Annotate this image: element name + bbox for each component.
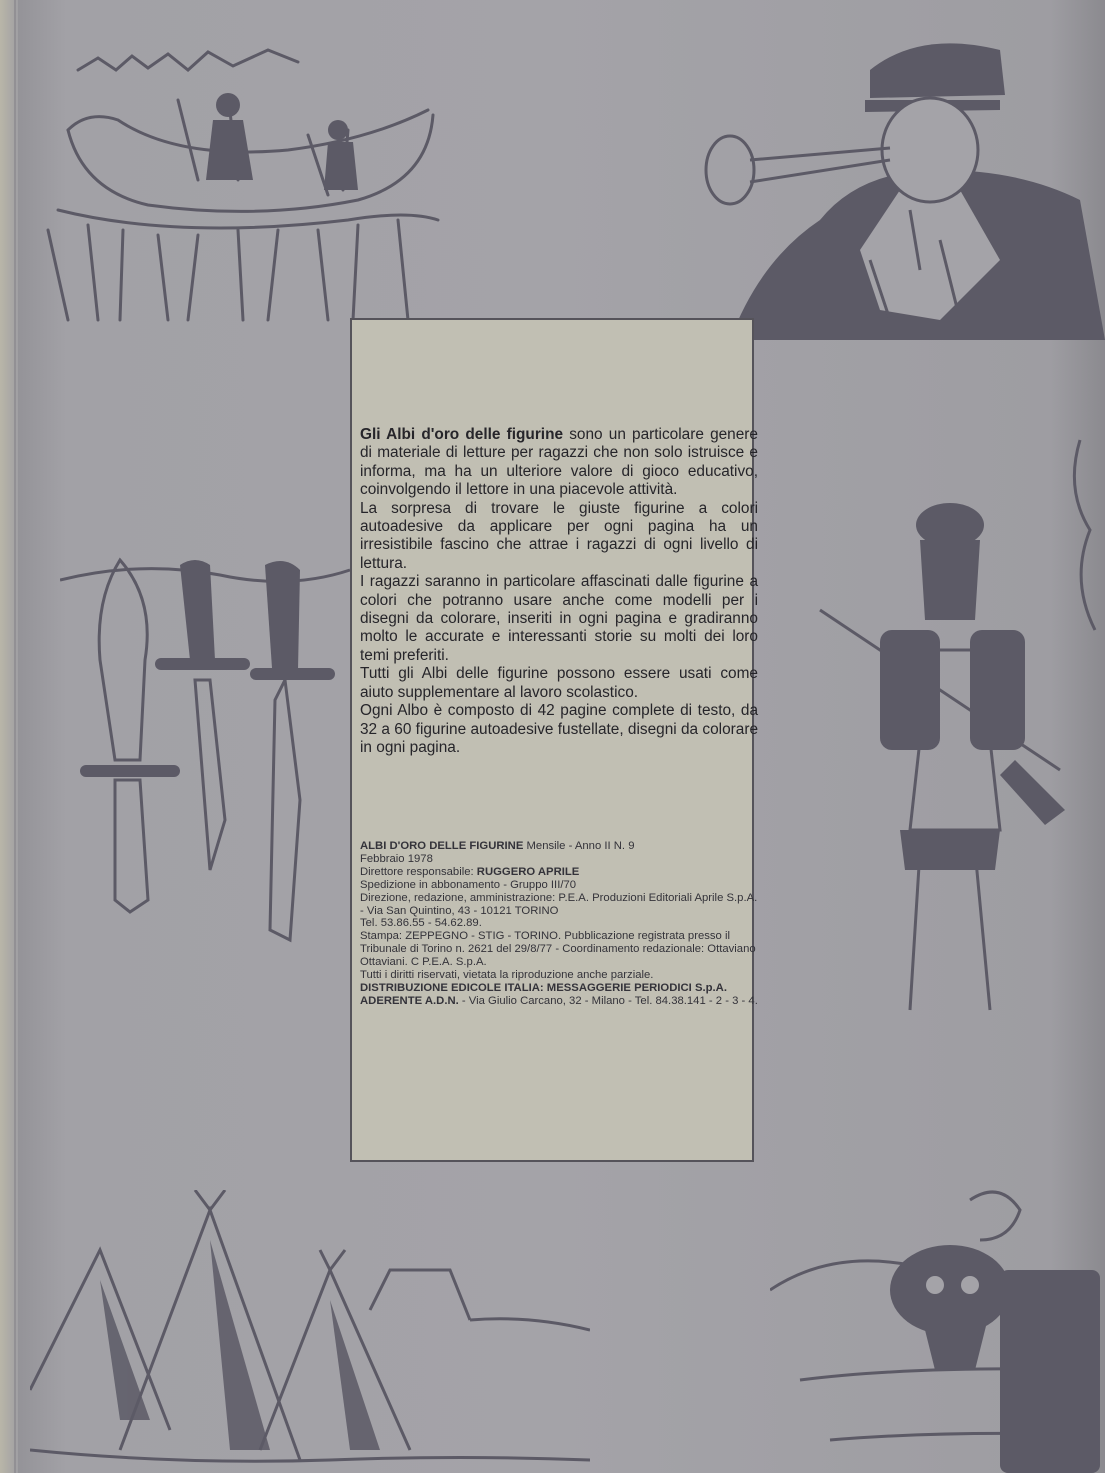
credits-phone: Tel. 53.86.55 - 54.62.89. — [360, 917, 482, 930]
intro-paragraph-5: Ogni Albo è composto di 42 pagine complete di testo, da 32 a 60 figurine autoadesive fustellate, disegni da colorare in ogni pagina. — [360, 702, 758, 756]
spine-staple-line — [14, 0, 16, 1473]
credits-print: Stampa: ZEPPEGNO - STIG - TORINO. Pubblicazione registrata presso il Tribunale di Torino n. 2621 del 29/8/77 - Coordinamento redazionale: Ottaviano Ottaviani. C P.E.A. S.p.A. — [360, 930, 756, 969]
publication-credits — [360, 840, 758, 1008]
buffalo-skull-illustration — [770, 1180, 1105, 1473]
credits-shipping: Spedizione in abbonamento - Gruppo III/70 — [360, 878, 577, 891]
credits-rights: Tutti i diritti riservati, vietata la riproduzione anche parziale. — [360, 969, 654, 982]
intro-paragraph-3: I ragazzi saranno in particolare affascinati dalle figurine a colori che potranno usare anche come modelli per i disegni da colorare, inseriti in ogni pagina e gradiranno molto le accurate e interessanti storie su molti dei loro temi preferiti. — [360, 573, 758, 664]
tepee-village-illustration — [30, 1190, 590, 1473]
intro-paragraph-2: La sorpresa di trovare le giuste figurine a colori autoadesive da applicare per ogni pagina ha un irresistibile fascino che attrae i ragazzi di ogni livello di lettura. — [360, 499, 758, 572]
text-panel — [350, 318, 758, 1162]
credits-title: ALBI D'ORO DELLE FIGURINE — [360, 840, 524, 852]
credits-director-name: RUGGERO APRILE — [476, 865, 580, 878]
intro-paragraph-1: sono un particolare genere di materiale di letture per ragazzi che non solo istruisce e informa, ma ha un ulteriore valore di gioco educativo, coinvolgendo il lettore in una piacevole attività. — [360, 426, 758, 499]
credits-distribution-line — [360, 982, 758, 1008]
canoe-illustration — [28, 40, 448, 330]
credits-director-label: Direttore responsabile: — [360, 865, 477, 878]
credits-date: Febbraio 1978 — [360, 852, 433, 865]
credits-address: - Via Giulio Carcano, 32 - Milano - Tel. 84.38.141 - 2 - 3 - 4. — [458, 994, 758, 1007]
bugler-soldier-illustration — [700, 20, 1105, 340]
intro-lead: Gli Albi d'oro delle figurine — [360, 426, 564, 443]
credits-management: Direzione, redazione, amministrazione: P.E.A. Produzioni Editoriali Aprile S.p.A. - Via San Quintino, 43 - 10121 TORINO — [360, 891, 758, 917]
intro-paragraph-4: Tutti gli Albi delle figurine possono essere usati come aiuto supplementare al lavoro scolastico. — [360, 665, 758, 701]
credits-director-line — [360, 866, 758, 879]
credits-periodicity: Mensile - Anno II N. 9 — [523, 840, 635, 852]
intro-paragraph — [360, 426, 758, 500]
knives-illustration — [60, 540, 360, 950]
intro-text — [360, 426, 758, 757]
credits-distribution: DISTRIBUZIONE EDICOLE ITALIA: MESSAGGERIE PERIODICI S.p.A. ADERENTE A.D.N. — [360, 981, 727, 1007]
frontiersman-rifle-illustration — [800, 430, 1100, 1030]
credits-title-line — [360, 840, 758, 853]
